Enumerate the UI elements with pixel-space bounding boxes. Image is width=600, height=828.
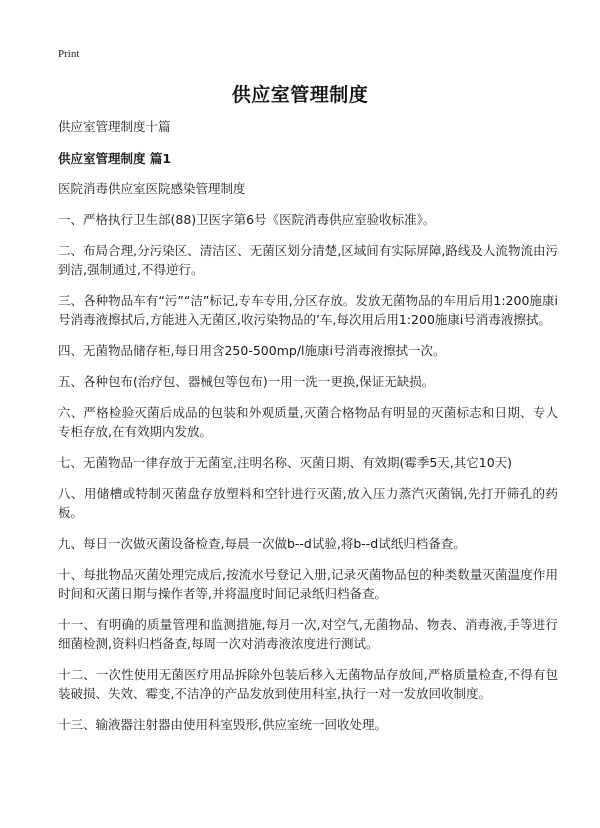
paragraph-10: 十、每批物品灭菌处理完成后,按流水号登记入册,记录灭菌物品包的种类数量灭菌温度作用时间和灭菌日期与操作者等,并将温度时间记录纸归档备查。 xyxy=(58,567,558,601)
document-body xyxy=(58,118,558,746)
document-subtitle: 供应室管理制度十篇 xyxy=(58,119,171,134)
page-title: 供应室管理制度 xyxy=(231,84,369,106)
paragraph-8: 八、用储槽或特制灭菌盘存放塑料和空针进行灭菌,放入压力蒸汽灭菌锅,先打开筛孔的药板。 xyxy=(58,486,558,520)
paragraph-3: 三、各种物品车有“污”“洁”标记,专车专用,分区存放。发放无菌物品的车用后用1:200施康ⅰ号消毒液擦拭后,方能进入无菌区,收污染物品的’车,每次用后用1:200施康ⅰ号消毒液擦拭。 xyxy=(58,293,558,327)
paragraph-11: 十一、有明确的质量管理和监测措施,每月一次,对空气,无菌物品、物表、消毒液,手等进行细菌检测,资料归档备查,每周一次对消毒液浓度进行测试。 xyxy=(58,617,558,651)
section-intro: 医院消毒供应室医院感染管理制度 xyxy=(58,181,246,196)
print-link[interactable]: Print xyxy=(58,48,80,60)
paragraph-1: 一、严格执行卫生部(88)卫医字第6号《医院消毒供应室验收标准》。 xyxy=(58,212,436,227)
paragraph-9: 九、每日一次做灭菌设备检查,每晨一次做b--d试验,将b--d试纸归档备查。 xyxy=(58,536,466,551)
paragraph-4: 四、无菌物品储存柜,每日用含250-500mp/l施康ⅰ号消毒液擦拭一次。 xyxy=(58,343,446,358)
paragraph-13: 十三、输液器注射器由使用科室毁形,供应室统一回收处理。 xyxy=(58,717,387,732)
paragraph-5: 五、各种包布(治疗包、器械包等包布)一用一洗一更换,保证无缺损。 xyxy=(58,374,435,389)
paragraph-7: 七、无菌物品一律存放于无菌室,注明名称、灭菌日期、有效期(霉季5天,其它10天) xyxy=(58,455,513,470)
paragraph-2: 二、布局合理,分污染区、清洁区、无菌区划分清楚,区域间有实际屏障,路线及人流物流由污到洁,强制通过,不得逆行。 xyxy=(58,243,558,277)
paragraph-6: 六、严格检验灭菌后成品的包装和外观质量,灭菌合格物品有明显的灭菌标志和日期、专人专柜存放,在有效期内发放。 xyxy=(58,405,558,439)
section-heading: 供应室管理制度 篇1 xyxy=(58,151,172,166)
paragraph-12: 十二、一次性使用无菌医疗用品拆除外包装后移入无菌物品存放间,严格质量检查,不得有包装破损、失效、霉变,不洁净的产品发放到使用科室,执行一对一发放回收制度。 xyxy=(58,667,558,701)
